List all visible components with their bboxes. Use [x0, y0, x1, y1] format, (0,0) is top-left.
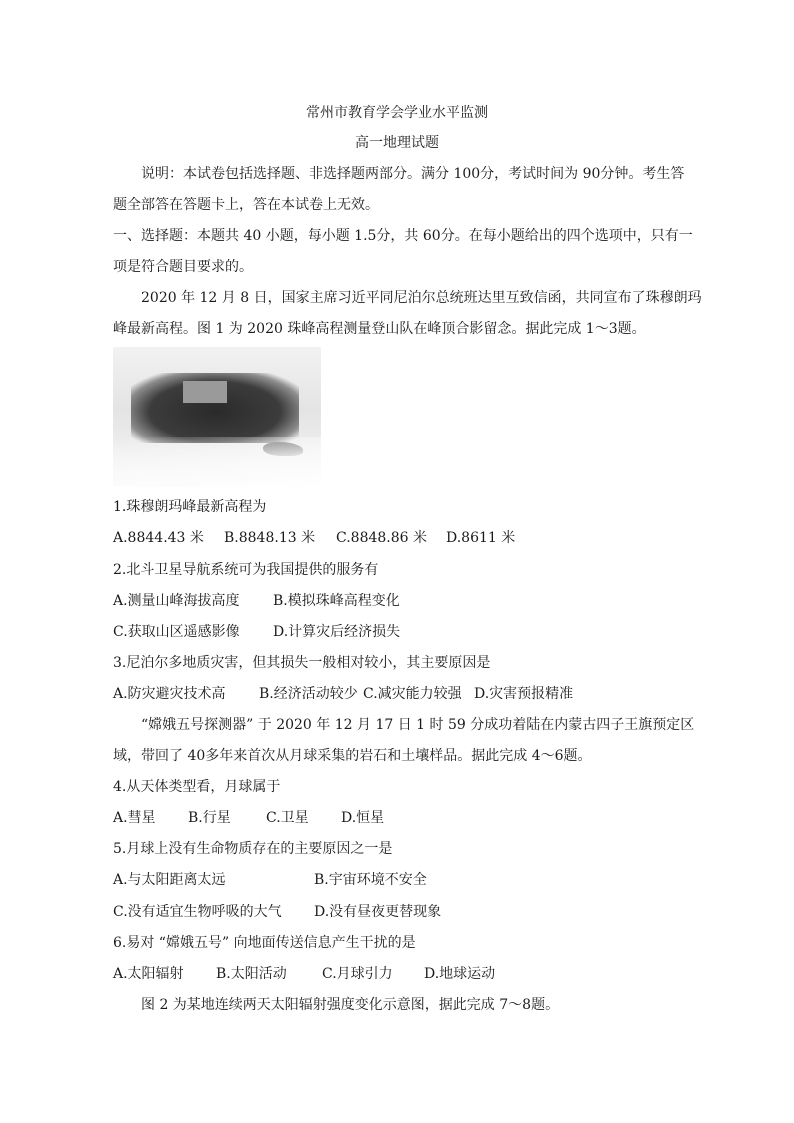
q1-option-b: B.8848.13 米	[224, 530, 316, 546]
q6-option-a: A.太阳辐射	[113, 966, 184, 982]
instructions-line-1: 说明：本试卷包括选择题、非选择题两部分。满分 100分，考试时间为 90分钟。考生答	[141, 166, 685, 182]
passage-1-line-1: 2020 年 12 月 8 日，国家主席习近平同尼泊尔总统班达里互致信函，共同宣布了珠穆朗玛	[141, 290, 702, 306]
passage-3-line-1: 图 2 为某地连续两天太阳辐射强度变化示意图，据此完成 7～8题。	[141, 997, 560, 1013]
question-5-stem: 5.月球上没有生命物质存在的主要原因之一是	[113, 841, 393, 857]
q3-option-b: B.经济活动较少	[259, 686, 358, 702]
question-4-stem: 4.从天体类型看，月球属于	[113, 779, 281, 795]
q3-option-a: A.防灾避灾技术高	[113, 686, 226, 702]
q2-option-a: A.测量山峰海拔高度	[113, 593, 240, 609]
q5-option-c: C.没有适宜生物呼吸的大气	[113, 904, 282, 920]
q5-option-b: B.宇宙环境不安全	[314, 872, 427, 888]
q1-option-d: D.8611 米	[446, 530, 516, 546]
q1-option-c: C.8848.86 米	[336, 530, 428, 546]
exam-subtitle: 高一地理试题	[355, 135, 439, 151]
question-2-stem: 2.北斗卫星导航系统可为我国提供的服务有	[113, 562, 379, 578]
q3-option-c: C.减灾能力较强	[363, 686, 462, 702]
q4-option-c: C.卫星	[266, 810, 309, 826]
snow-slope	[113, 437, 321, 487]
passage-2-line-1: “嫦娥五号探测器” 于 2020 年 12 月 17 日 1 时 59 分成功着陆在内蒙古四子王旗预定区	[141, 717, 695, 733]
q1-option-a: A.8844.43 米	[113, 530, 204, 546]
passage-2-line-2: 域，带回了 40多年来首次从月球采集的岩石和土壤样品。据此完成 4～6题。	[113, 748, 592, 764]
q2-option-d: D.计算灾后经济损失	[273, 624, 401, 640]
passage-1-line-2: 峰最新高程。图 1 为 2020 珠峰高程测量登山队在峰顶合影留念。据此完成 1～3题。	[113, 321, 646, 337]
q2-option-b: B.模拟珠峰高程变化	[273, 593, 400, 609]
question-3-stem: 3.尼泊尔多地质灾害，但其损失一般相对较小，其主要原因是	[113, 655, 491, 671]
q4-option-d: D.恒星	[341, 810, 385, 826]
q6-option-c: C.月球引力	[322, 966, 393, 982]
q3-option-d: D.灾害预报精准	[474, 686, 574, 702]
question-1-stem: 1.珠穆朗玛峰最新高程为	[113, 499, 267, 515]
q6-option-d: D.地球运动	[424, 966, 496, 982]
q5-option-d: D.没有昼夜更替现象	[314, 904, 442, 920]
banner	[183, 381, 227, 403]
q4-option-a: A.彗星	[113, 810, 156, 826]
summit-team-photo	[113, 347, 321, 487]
section-heading-line-1: 一、选择题：本题共 40 小题，每小题 1.5分，共 60分。在每小题给出的四个选项中，只有一	[113, 228, 693, 244]
q4-option-b: B.行星	[188, 810, 231, 826]
question-6-stem: 6.易对 “嫦娥五号” 向地面传送信息产生干扰的是	[113, 935, 416, 951]
instructions-line-2: 题全部答在答题卡上，答在本试卷上无效。	[113, 197, 379, 213]
q5-option-a: A.与太阳距离太远	[113, 872, 226, 888]
q2-option-c: C.获取山区遥感影像	[113, 624, 240, 640]
q6-option-b: B.太阳活动	[216, 966, 287, 982]
exam-title: 常州市教育学会学业水平监测	[306, 105, 488, 121]
section-heading-line-2: 项是符合题目要求的。	[113, 259, 253, 275]
